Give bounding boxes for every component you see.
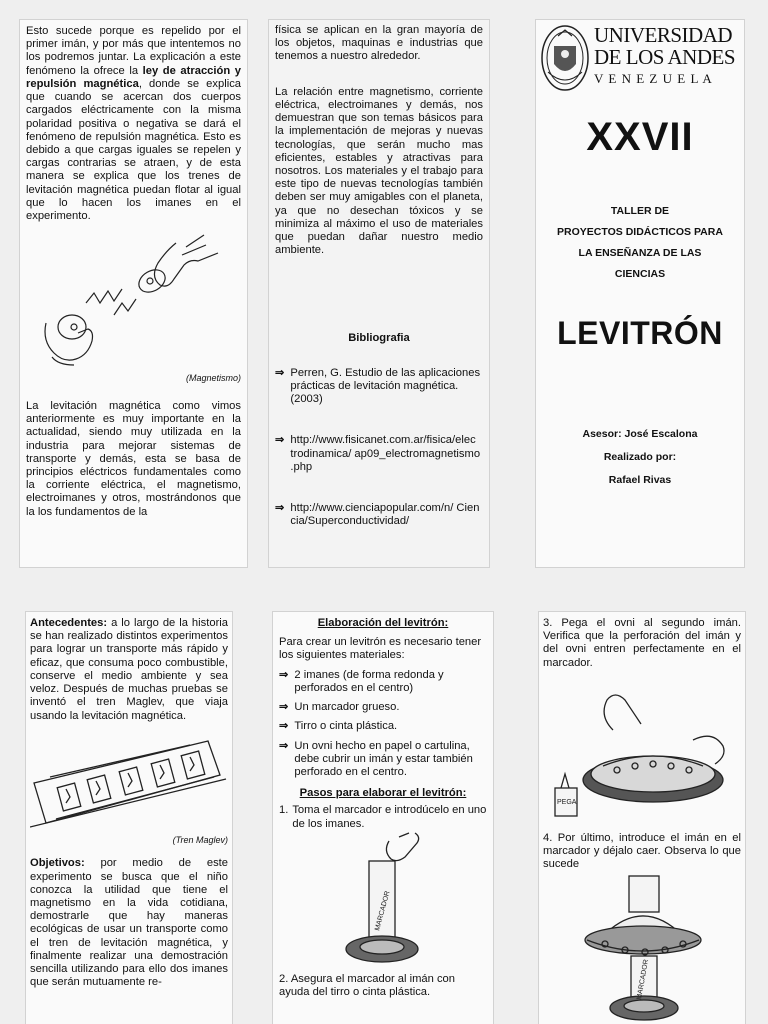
image-caption: (Magnetismo) bbox=[185, 373, 241, 384]
university-seal-icon bbox=[540, 24, 590, 92]
step-item bbox=[279, 804, 487, 830]
bibliography-link[interactable]: http://www.fisicanet.com.ar/fisica/elec trodinamica/ ap09_electromagnetismo .php bbox=[290, 434, 481, 473]
edition-number: XXVII bbox=[586, 115, 694, 159]
steps-title: Pasos para elaborar el levitrón: bbox=[299, 787, 467, 800]
material-item bbox=[279, 740, 487, 780]
text: por medio de este experimento se busca que el niño conozca la utilidad que tiene el magnetismo en la vida cotidiana, demostrarle que hay maneras ecológicas de usar un transporte como el tren de levitación magnética, y finalmente realizar una demostración sencilla utilizando para ello dos imanes que serán mutuamente re- bbox=[30, 857, 228, 989]
material-text: Un marcador grueso. bbox=[294, 701, 400, 714]
panel-elaboracion bbox=[272, 611, 494, 1024]
asesor-label: Asesor: José Escalona bbox=[582, 427, 698, 440]
step-text: 3. Pega el ovni al segundo imán. Verifica que la perforación del imán y del ovni entren perfectamente en el marcador. bbox=[543, 617, 741, 669]
paragraph-repulsion bbox=[26, 25, 241, 223]
step-text: Toma el marcador e introdúcelo en uno de los imanes. bbox=[292, 804, 487, 830]
material-item bbox=[279, 720, 487, 733]
bibliography-link[interactable]: http://www.cienciapopular.com/n/ Cien cia/Superconductividad/ bbox=[290, 502, 480, 528]
bibliography-item bbox=[275, 434, 483, 474]
section-label: Objetivos: bbox=[30, 857, 85, 870]
taller-line3: CIENCIAS bbox=[614, 268, 666, 281]
taller-label: TALLER DE bbox=[610, 205, 670, 218]
paragraph-objetivos bbox=[30, 857, 228, 989]
university-header bbox=[536, 20, 744, 92]
glue-label: PEGA bbox=[557, 798, 577, 806]
panel-magnetismo bbox=[19, 19, 248, 568]
materials-intro: Para crear un levitrón es necesario tener los siguientes materiales: bbox=[279, 636, 482, 662]
arrow-icon: ⇒ bbox=[275, 366, 285, 379]
taller-line1: PROYECTOS DIDÁCTICOS PARA bbox=[557, 226, 723, 239]
realizado-label: Realizado por: bbox=[603, 451, 677, 464]
arrow-icon: ⇒ bbox=[279, 668, 289, 681]
material-text: Un ovni hecho en papel o cartulina, debe cubrir un imán y estar también perforado en el centro. bbox=[294, 739, 473, 778]
taller-line2: LA ENSEÑANZA DE LAS bbox=[578, 247, 702, 260]
material-text: 2 imanes (de forma redonda y perforados en el centro) bbox=[294, 668, 444, 694]
arrow-icon: ⇒ bbox=[279, 739, 289, 752]
text: Esto sucede porque es repelido por el primer imán, y por más que intentemos no los podremos juntar. La explicación a este fenómeno la ofrece la bbox=[26, 25, 241, 77]
arrow-icon: ⇒ bbox=[279, 701, 289, 714]
university-name-line2: DE LOS ANDES bbox=[594, 45, 736, 70]
paragraph-levitacion: La levitación magnética como vimos anteriormente es muy importante en la actualidad, siendo muy utilizada en la industria para mejorar sistemas de transporte y demás, esta se basa de principios eléctricos fundamentales como la corriente eléctrica, el magnetismo, electroimanes y otros, mostrándonos que la los fundamentos de la bbox=[26, 399, 241, 518]
material-item bbox=[279, 701, 487, 714]
arrow-icon: ⇒ bbox=[275, 502, 285, 515]
ufo-glue-drawing bbox=[543, 670, 743, 820]
paragraph-fisica: física se aplican en la gran mayoría de los objetos, maquinas e industrias que tenemos a nuestro alrededor. bbox=[275, 24, 483, 63]
project-title: LEVITRÓN bbox=[557, 315, 723, 352]
marker-label: MARCADOR bbox=[636, 958, 651, 1000]
panel-pasos bbox=[538, 611, 746, 1024]
step-text: 4. Por último, introduce el imán en el marcador y déjalo caer. Observa lo que sucede bbox=[543, 831, 741, 871]
bibliography-item bbox=[275, 502, 483, 528]
levitron-drawing bbox=[543, 872, 743, 1022]
step-text: 2. Asegura el marcador al imán con ayuda del tirro o cinta plástica. bbox=[279, 972, 455, 999]
step-number: 1. bbox=[279, 804, 289, 817]
paragraph-antecedentes bbox=[30, 617, 228, 723]
text: a lo largo de la historia se han realizado distintos experimentos para lograr un transporte más rápido y eficaz, que consuma poco combustible, conserve el medio ambiente y sea veloz. Después de muchas pruebas se inventó el tren Maglev, que viaja usando la levitación magnética. bbox=[30, 617, 228, 722]
author-name: Rafael Rivas bbox=[608, 474, 672, 487]
arrow-icon: ⇒ bbox=[275, 434, 285, 447]
image-caption: (Tren Maglev) bbox=[172, 834, 228, 845]
panel-antecedentes bbox=[25, 611, 233, 1024]
marker-drawing bbox=[279, 831, 489, 971]
bibliography-item bbox=[275, 367, 483, 407]
maglev-train-drawing bbox=[30, 723, 230, 835]
marker-label: MARCADOR bbox=[374, 890, 392, 932]
arrow-icon: ⇒ bbox=[279, 720, 289, 733]
material-item bbox=[279, 669, 487, 695]
panel-relacion bbox=[268, 19, 490, 568]
paragraph-relacion: La relación entre magnetismo, corriente eléctrica, electroimanes y demás, nos demuestran que son temas básicos para la implementación de mejoras y nuevas tecnologías, que serán mucho mas eficientes, estables y atractivas para nosotros. Los materiales y el trabajo para este tipo de nuevas tecnologías también deben ser muy amigables con el planeta, ya que no desechan tóxicos y se minimiza al máximo el uso de materiales que puedan dañar nuestro medio ambiente. bbox=[275, 85, 483, 257]
material-text: Tirro o cinta plástica. bbox=[294, 720, 398, 733]
text: , donde se explica que cuando se acercan dos cuerpos cargados eléctricamente con la misma polaridad positiva o negativa se dará el fenómeno de repulsión magnética. Esto es debido a que cargas iguales se repelen y cargas contrarias se atraen, y de esta manera se explica que los trenes de levitación magnética puedan flotar al igual que lo hacen los imanes en el experimento. bbox=[26, 77, 242, 223]
university-country: V E N E Z U E L A bbox=[594, 71, 713, 87]
panel-cover bbox=[535, 19, 745, 568]
university-name-line1: UNIVERSIDAD bbox=[594, 23, 732, 47]
section-title: Elaboración del levitrón: bbox=[317, 617, 449, 629]
bibliography-text: Perren, G. Estudio de las aplicaciones prácticas de levitación magnética. (2003) bbox=[290, 366, 481, 406]
magnets-drawing bbox=[26, 223, 241, 373]
bold-term: ley de atracción y repulsión magnética bbox=[26, 64, 241, 90]
bibliography-title: Bibliografia bbox=[348, 331, 410, 344]
section-label: Antecedentes: bbox=[30, 617, 108, 629]
